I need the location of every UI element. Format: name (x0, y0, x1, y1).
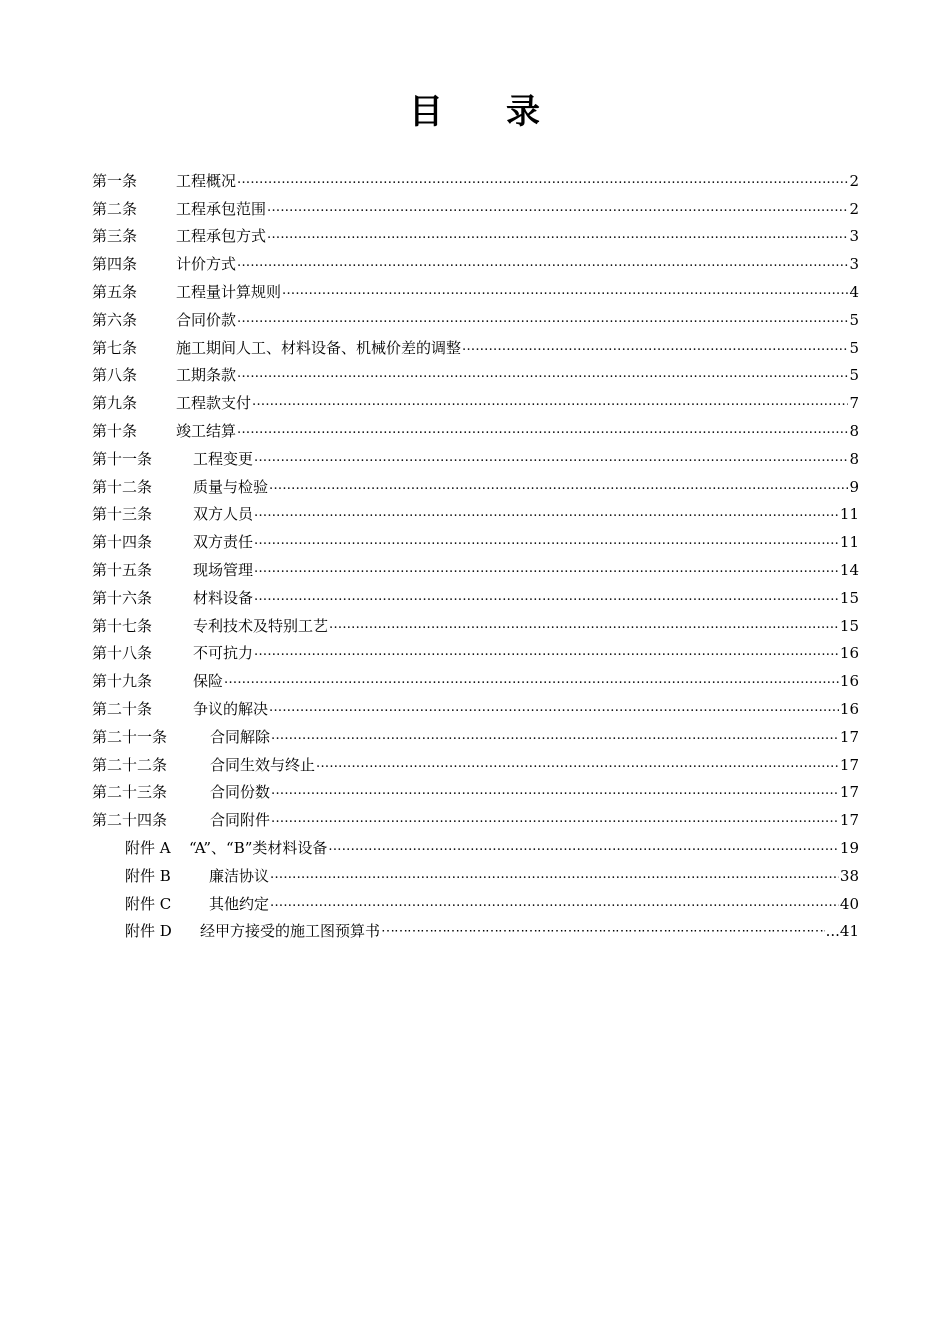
toc-leader-dots (270, 894, 839, 914)
toc-entry-number: 第三条 (92, 227, 138, 246)
toc-leader-dots (316, 755, 839, 775)
toc-entry-title: “A”、“B”类材料设备 (189, 839, 328, 858)
toc-entry[interactable] (92, 417, 859, 445)
toc-entry[interactable] (92, 445, 859, 473)
toc-entry[interactable] (92, 667, 859, 695)
toc-leader-dots (381, 921, 825, 941)
toc-entry[interactable] (92, 306, 859, 334)
toc-entry[interactable] (92, 167, 859, 195)
toc-entry-title: 工期条款 (176, 366, 237, 385)
toc-entry-title: 工程承包范围 (176, 199, 267, 218)
toc-entry-number: 第十一条 (92, 449, 153, 468)
toc-leader-dots (254, 532, 839, 552)
toc-entry-title: 双方责任 (193, 533, 254, 552)
toc-entry-title: 合同份数 (210, 783, 271, 802)
toc-entry-number: 第一条 (92, 171, 138, 190)
table-of-contents (92, 167, 859, 945)
toc-entry[interactable] (92, 278, 859, 306)
toc-entry-title: 现场管理 (193, 561, 254, 580)
toc-leader-dots (270, 866, 839, 886)
toc-entry-title: 其他约定 (209, 894, 270, 913)
toc-entry-page: 14 (839, 561, 859, 580)
toc-entry-number: 附件 D (125, 922, 172, 941)
toc-entry-title: 廉洁协议 (209, 866, 270, 885)
toc-entry-page: 8 (849, 422, 859, 441)
toc-entry-page: 9 (849, 477, 859, 496)
toc-entry-number: 第二条 (92, 199, 138, 218)
toc-entry-page: 15 (839, 588, 859, 607)
toc-entry-title: 工程量计算规则 (176, 283, 282, 302)
toc-entry-title: 合同价款 (176, 310, 237, 329)
toc-entry[interactable] (92, 501, 859, 529)
toc-entry-number: 第十三条 (92, 505, 153, 524)
toc-leader-dots (237, 171, 848, 191)
toc-entry-title: 施工期间人工、材料设备、机械价差的调整 (176, 338, 462, 357)
toc-entry-title: 工程概况 (176, 171, 237, 190)
toc-entry-title: 质量与检验 (193, 477, 269, 496)
toc-entry-page: 5 (849, 310, 859, 329)
toc-entry-title: 合同生效与终止 (210, 755, 316, 774)
toc-entry-number: 第十六条 (92, 588, 153, 607)
toc-appendix-entry[interactable] (92, 834, 859, 862)
toc-entry-number: 第十七条 (92, 616, 153, 635)
toc-entry[interactable] (92, 751, 859, 779)
toc-entry[interactable] (92, 723, 859, 751)
toc-leader-dots (269, 477, 848, 497)
toc-entry[interactable] (92, 250, 859, 278)
page-title-char-1: 目 (409, 92, 444, 132)
toc-leader-dots (269, 699, 839, 719)
toc-entry[interactable] (92, 556, 859, 584)
toc-entry-number: 第七条 (92, 338, 138, 357)
toc-entry-page: 17 (839, 727, 859, 746)
toc-entry-title: 工程承包方式 (176, 227, 267, 246)
toc-appendix-entry[interactable] (92, 918, 859, 946)
toc-entry-title: 争议的解决 (193, 700, 269, 719)
toc-entry[interactable] (92, 612, 859, 640)
toc-entry[interactable] (92, 640, 859, 668)
toc-entry-number: 第四条 (92, 255, 138, 274)
toc-entry-title: 工程变更 (193, 449, 254, 468)
toc-entry-page: 16 (839, 644, 859, 663)
toc-leader-dots (271, 810, 839, 830)
toc-entry-page: 4 (849, 283, 859, 302)
toc-entry-title: 材料设备 (193, 588, 254, 607)
toc-entry[interactable] (92, 389, 859, 417)
toc-leader-dots (282, 282, 848, 302)
toc-leader-dots (271, 727, 839, 747)
toc-entry-page: 15 (839, 616, 859, 635)
toc-entry-page: 17 (839, 783, 859, 802)
toc-entry-page: 8 (849, 449, 859, 468)
toc-leader-dots (254, 504, 839, 524)
toc-leader-dots (271, 782, 839, 802)
page-title (0, 84, 950, 133)
page-title-char-2: 录 (506, 92, 541, 132)
toc-entry-number: 附件 B (125, 866, 171, 885)
toc-leader-dots (254, 449, 848, 469)
toc-entry[interactable] (92, 334, 859, 362)
toc-entry[interactable] (92, 806, 859, 834)
toc-entry-number: 第二十四条 (92, 811, 168, 830)
toc-entry-page: 2 (849, 171, 859, 190)
toc-entry-page: 3 (849, 227, 859, 246)
toc-entry-number: 第九条 (92, 394, 138, 413)
toc-entry-page: 5 (849, 366, 859, 385)
toc-entry-title: 合同附件 (210, 811, 271, 830)
toc-entry-page: 16 (839, 700, 859, 719)
toc-entry-title: 保险 (193, 672, 224, 691)
toc-entry[interactable] (92, 779, 859, 807)
toc-leader-dots (267, 199, 848, 219)
toc-entry-page: 11 (839, 505, 859, 524)
toc-entry-number: 第六条 (92, 310, 138, 329)
toc-leader-dots (224, 671, 839, 691)
toc-entry-title: 合同解除 (210, 727, 271, 746)
toc-entry-page: 19 (839, 839, 859, 858)
toc-leader-dots (267, 226, 848, 246)
toc-entry-page: 38 (839, 866, 859, 885)
toc-entry-page: 16 (839, 672, 859, 691)
toc-entry-number: 第二十三条 (92, 783, 168, 802)
toc-entry-title: 经甲方接受的施工图预算书 (200, 922, 381, 941)
toc-entry-number: 第十四条 (92, 533, 153, 552)
toc-leader-dots (254, 588, 839, 608)
toc-entry-page: 5 (849, 338, 859, 357)
toc-leader-dots (254, 643, 839, 663)
toc-entry-title: 专利技术及特别工艺 (193, 616, 329, 635)
toc-entry-number: 第十九条 (92, 672, 153, 691)
toc-entry-number: 第十八条 (92, 644, 153, 663)
toc-entry[interactable] (92, 362, 859, 390)
toc-entry-page: 3 (849, 255, 859, 274)
toc-entry-number: 第二十二条 (92, 755, 168, 774)
toc-entry-title: 不可抗力 (193, 644, 254, 663)
toc-entry[interactable] (92, 695, 859, 723)
toc-entry[interactable] (92, 223, 859, 251)
toc-entry[interactable] (92, 584, 859, 612)
toc-entry-title: 工程款支付 (176, 394, 252, 413)
toc-entry-number: 第八条 (92, 366, 138, 385)
toc-leader-dots (328, 838, 839, 858)
toc-leader-dots (254, 560, 839, 580)
toc-entry[interactable] (92, 528, 859, 556)
toc-entry-number: 第十二条 (92, 477, 153, 496)
toc-leader-dots (252, 393, 848, 413)
toc-entry-page: 2 (849, 199, 859, 218)
toc-entry-page: 7 (849, 394, 859, 413)
toc-entry-page: 11 (839, 533, 859, 552)
toc-entry-number: 第五条 (92, 283, 138, 302)
toc-entry-number: 附件 C (125, 894, 172, 913)
toc-entry-title: 竣工结算 (176, 422, 237, 441)
toc-entry-title: 计价方式 (176, 255, 237, 274)
toc-entry-number: 第十五条 (92, 561, 153, 580)
toc-entry-number: 第二十一条 (92, 727, 168, 746)
toc-leader-dots (237, 365, 848, 385)
toc-entry[interactable] (92, 473, 859, 501)
toc-leader-dots (237, 421, 848, 441)
toc-entry[interactable] (92, 195, 859, 223)
toc-entry-page: 40 (839, 894, 859, 913)
toc-leader-dots (237, 254, 848, 274)
toc-entry-page: ...41 (825, 922, 859, 941)
toc-entry-page: 17 (839, 811, 859, 830)
toc-entry-number: 附件 A (125, 839, 171, 858)
toc-appendix-entry[interactable] (92, 890, 859, 918)
toc-entry-title: 双方人员 (193, 505, 254, 524)
toc-entry-page: 17 (839, 755, 859, 774)
toc-appendix-entry[interactable] (92, 862, 859, 890)
toc-leader-dots (329, 616, 839, 636)
toc-leader-dots (462, 338, 848, 358)
toc-entry-number: 第二十条 (92, 700, 153, 719)
toc-entry-number: 第十条 (92, 422, 138, 441)
toc-leader-dots (237, 310, 848, 330)
